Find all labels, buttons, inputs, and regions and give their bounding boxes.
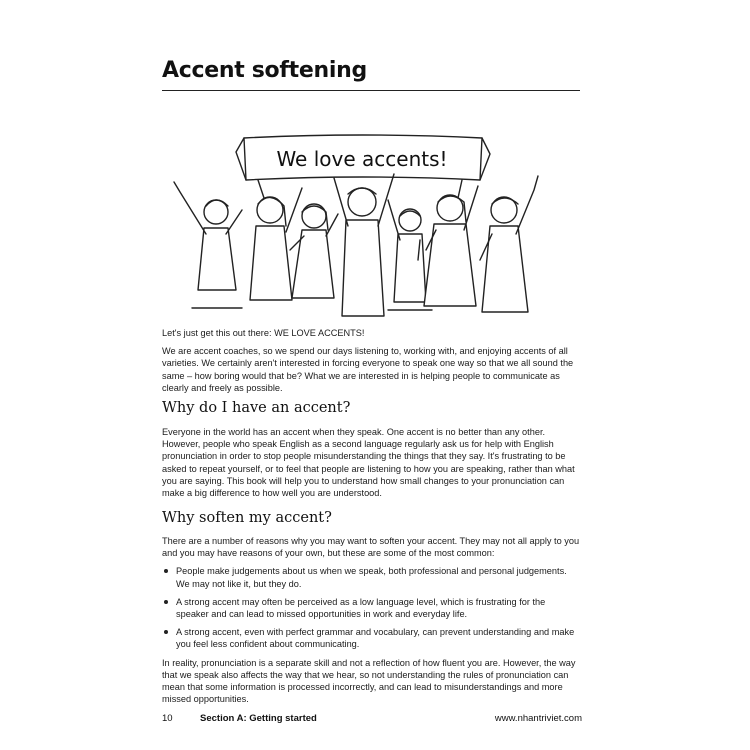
page-title: Accent softening: [162, 58, 367, 83]
paragraph-everyone-has-accent: Everyone in the world has an accent when they speak. One accent is no better than any other. However, people who speak English as a second language regularly ask us for help with English pronunciation in order to stop people misunderstanding the things that they say. It's frustrating to be asked to repeat yourself, or to feel that people are listening to how you are speaking, rather than what you are saying. This book will help you to understand how small changes to your pronunciation can make a big difference to how well you are understood.: [162, 427, 575, 499]
section-label: Section A: Getting started: [200, 713, 317, 724]
title-divider: [162, 90, 580, 91]
page-number: 10: [162, 713, 173, 724]
footer-url: www.nhantriviet.com: [494, 713, 582, 724]
list-item: People make judgements about us when we speak, both professional and personal judgements. We may not like it, but they do.: [162, 565, 580, 589]
intro-paragraph: Let's just get this out there: WE LOVE ACCENTS!: [162, 328, 365, 338]
list-item: A strong accent may often be perceived as a low language level, which is frustrating for the speaker and can lead to missed opportunities in work and everyday life.: [162, 596, 580, 620]
list-item: A strong accent, even with perfect grammar and vocabulary, can prevent understanding and make you feel less confident about communicating.: [162, 626, 580, 650]
heading-why-soften: Why soften my accent?: [162, 510, 332, 526]
heading-why-accent: Why do I have an accent?: [162, 400, 351, 416]
people-with-banner-illustration: [162, 130, 562, 318]
banner-text: We love accents!: [276, 147, 448, 171]
paragraph-reasons: There are a number of reasons why you may want to soften your accent. They may not all apply to you and you may have reasons of your own, but these are some of the most common:: [162, 536, 580, 559]
reasons-list: [162, 565, 580, 650]
paragraph-accent-coaches: We are accent coaches, so we spend our days listening to, working with, and enjoying accents of all varieties. We certainly aren't interested in forcing everyone to speak one way so that we all sound the same – how boring would that be? What we are interested in is helping people to communicate as clearly and freely as possible.: [162, 346, 574, 393]
paragraph-in-reality: In reality, pronunciation is a separate skill and not a reflection of how fluent you are. However, the way that we speak also affects the way that we hear, so not understanding the rules of pronunciation can mean that some information is processed incorrectly, and can lead to misunderstandings and more missed opportunities.: [162, 657, 576, 705]
